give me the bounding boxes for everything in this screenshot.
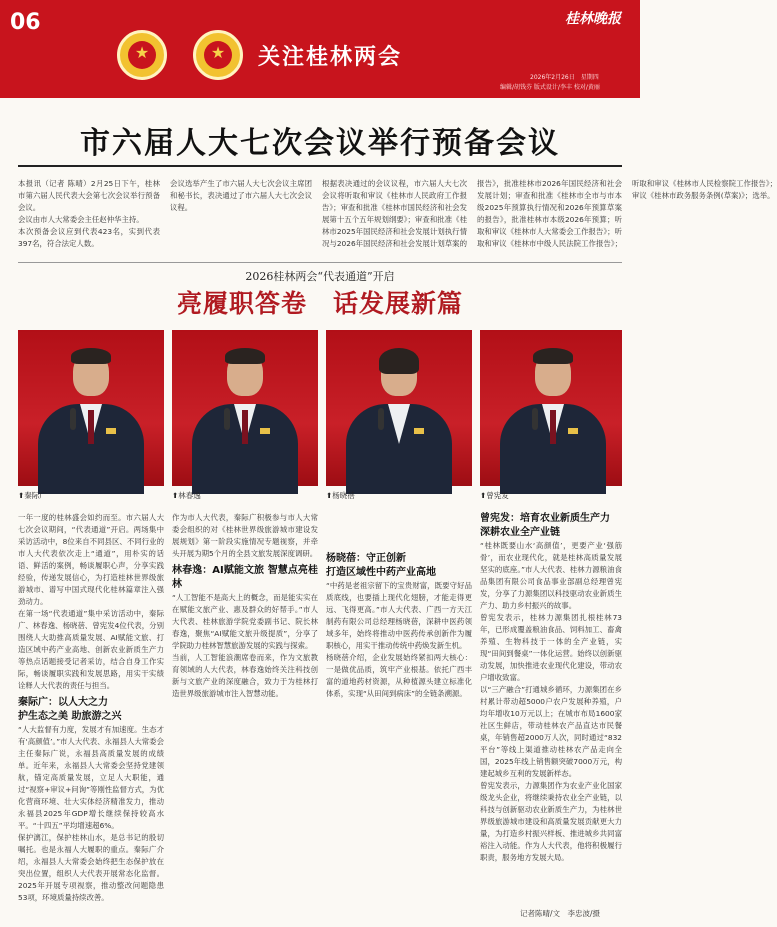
article-column-1	[18, 512, 164, 902]
subheading-yang: 杨晓蓓：守正创新 打造区域性中药产业高地	[326, 553, 436, 578]
photo-representative-1	[18, 330, 164, 486]
photo-caption: ⬆曾宪发	[480, 491, 509, 500]
main-headline: 市六届人大七次会议举行预备会议	[80, 126, 560, 161]
photo-representative-4	[480, 330, 622, 486]
article-paragraph: 杨晓蓓介绍，企业发展始终紧扣两大核心：一是做优品质，筑牢产业根基。依托广西丰富的道地药材资源，从种植源头建立标准化体系，实现“从田间到病床”的全链条溯源。	[326, 653, 472, 698]
article-column-3	[326, 512, 472, 902]
article-paragraph: “桂林既要山水‘高颜值’，更要产业‘强筋骨’，而农业现代化，就是桂林高质量发展坚实的底座。”市人大代表、桂林力源粮油食品集团有限公司食品事业部副总经理曾宪发，分享了力源集团以科技驱动农业新质生产力、助力乡村振兴的故事。	[480, 541, 622, 610]
article-paragraph: 在第一场“代表通道”集中采访活动中，秦际广、林春逸、杨晓蓓、曾宪发4位代表，分别围绕人大助推高质量发展、AI赋能文旅、打造区域中药产业高地、创新农业新质生产力等热点话题接受记者采访，结合自身工作实际，畅谈履职实践和发展思路，用实干实绩诠释人大代表的责任与担当。	[18, 609, 164, 690]
article-column-2	[172, 512, 318, 902]
issue-date: 2026年2月26日 星期四	[530, 74, 599, 81]
article-paragraph: 当前，人工智能浪潮席卷而来，作为文旅教育领域的人大代表，林春逸始终关注科技创新与文旅产业的深度融合，致力于为桂林打造世界级旅游城市注入智慧动能。	[172, 653, 318, 698]
article-paragraph: “人工智能不是高大上的概念，而是能实实在在赋能文旅产业、惠及群众的好帮手。”市人大代表、桂林旅游学院党委副书记、院长林春逸，聚焦“AI赋能文旅升级提质”，分享了学院助力桂林智慧旅游发展的实践与探索。	[172, 593, 318, 650]
newspaper-logo: 桂林晚报	[565, 11, 621, 27]
feature-kicker: 2026桂林两会“代表通道”开启	[245, 270, 395, 283]
article-paragraph: 曾宪发表示，桂林力源集团扎根桂林73年，已形成覆盖粮油食品、饲料加工、畜禽养殖、生物科技于一体的全产业链，实现“田间到餐桌”一体化运营。始终以创新驱动发展，加快推进农业现代化建设，带动农户增收致富。	[480, 613, 622, 682]
subheading-zeng: 曾宪发：培育农业新质生产力 深耕农业全产业链	[480, 513, 610, 538]
headline-divider	[18, 165, 622, 167]
cppcc-emblem-icon: ★	[193, 30, 243, 80]
photo-representative-2	[172, 330, 318, 486]
lead-paragraph: 本报讯（记者 陈晴）2月25日下午，桂林市第六届人民代表大会第七次会议举行预备会议。	[18, 179, 160, 212]
lead-column-2	[170, 178, 312, 258]
page-number: 06	[10, 10, 41, 35]
section-divider	[18, 262, 622, 263]
article-paragraph: “人大监督有力度，发展才有加速度。生态才有‘高颜值’。”市人大代表、永福县人大常委会主任秦际广说，永福县高质量发展的成绩单。近年来，永福县人大常委会坚持党建领航，锚定高质量发展，立足人大职能，通过“视察+审议+问询”等刚性监督方式，为优化营商环境、壮大实体经济精准发力，推动永福县2025年GDP增长继续保持较高水平。“十四五”平均增速超6%。	[18, 725, 164, 830]
editor-credits: 编辑/胡钱芬 版式设计/李丰 校对/黄丽	[500, 84, 600, 91]
photo-representative-3	[326, 330, 472, 486]
section-title: 关注桂林两会	[258, 44, 403, 70]
article-paragraph: “中药是老祖宗留下的宝贵财富，既要守好品质底线，也要插上现代化翅膀，才能走得更远、飞得更高。”市人大代表、广西一方天江制药有限公司总经理杨晓蓓，深耕中医药领域多年，始终将推动中医药传承创新作为履职核心，用实干推动传统中药焕发新生机。	[326, 581, 472, 650]
article-paragraph: 保护漓江，保护桂林山水，是总书记的殷切嘱托。也是永福人大履职的重点。秦际广介绍，永福县人大常委会始终把生态保护放在突出位置，组织人大代表开展常态化监督。2025年开展专项视察，推动整改问题隐患53项，环境质量持续改善。	[18, 833, 164, 902]
subheading-lin: 林春逸：AI赋能文旅 智慧点亮桂林	[172, 565, 318, 590]
article-paragraph: 作为市人大代表，秦际广积极参与市人大常委会组织的对《桂林世界级旅游城市建设发展规划》第一阶段实施情况专题视察，并牵头开展为期5个月的全县文旅发展深度调研。	[172, 513, 318, 558]
article-paragraph: 以“三产融合”打通城乡循环，力源集团在乡村累计带动超5000户农户发展种养殖，户均年增收10万元以上；在城市布局1600家社区生鲜店，带动桂林农产品直达市民餐桌，年销售超2000万人次，同时通过“832平台”等线上渠道推动桂林农产品走向全国，2025年线上销售额突破7000万元，构建起城乡互利的发展新样态。	[480, 685, 622, 778]
photo-caption: ⬆杨晓蓓	[326, 491, 355, 500]
lead-column-1	[18, 178, 160, 258]
lead-paragraph: 会议由市人大常委会主任赵仲华主持。	[18, 215, 144, 224]
photo-caption: ⬆林春逸	[172, 491, 201, 500]
photo-caption: ⬆秦际广	[18, 491, 47, 500]
subheading-qin: 秦际广：以人大之力 护生态之美 助旅游之兴	[18, 697, 122, 722]
article-column-4	[480, 512, 622, 902]
lead-paragraph: 根据表决通过的会议议程，市六届人大七次会议将听取和审议《桂林市人民政府工作报告》；审查和批准《桂林市国民经济和社会发展第十五个五年规划纲要》；审查和批准《桂林市2025年国民经济和社会发展计划执行情况与2026年国民经济和社会发展计划草案的报告》，批准桂林市2026年国民经济和社会发展计划；审查和批准《桂林市全市与市本级2025年预算执行情况和2026年预算草案的报告》，批准桂林市本级2026年预算；听取和审议《桂林市人大常委会工作报告》；听取和审议《桂林市中级人民法院工作报告》；听取和审议《桂林市人民检察院工作报告》；审议《桂林市政务服务条例(草案)》；选举。	[322, 179, 777, 248]
article-paragraph: 一年一度的桂林盛会如约而至。市六届人大七次会议期间，“代表通道”开启。两场集中采访活动中，8位来自不同县区、不同行业的市人大代表依次走上“通道”，用朴实的话语、鲜活的案例，畅谈履职心声，分享实践经验，传递发展信心，为打造桂林世界级旅游城市、谱写中国式现代化桂林篇章注入强劲动力。	[18, 513, 164, 606]
lead-paragraph: 会议选举产生了市六届人大七次会议主席团和秘书长，表决通过了市六届人大七次会议议程。	[170, 179, 312, 212]
feature-headline: 亮履职答卷 话发展新篇	[176, 289, 463, 318]
lead-column-3-4	[322, 178, 777, 258]
national-emblem-icon: ★	[117, 30, 167, 80]
article-paragraph: 曾宪发表示，力源集团作为农业产业化国家级龙头企业，将继续秉持农业全产业链，以科技与创新驱动农业新质生产力，为桂林世界级旅游城市建设和高质量发展贡献更大力量，为打造乡村振兴样板、推进城乡共同富裕注入动能。作为人大代表，他将积极履行职责，服务地方发展大局。	[480, 781, 622, 862]
lead-paragraph: 本次预备会议应到代表423名，实到代表397名，符合法定人数。	[18, 227, 160, 248]
byline-credit: 记者陈晴/文 李忠波/摄	[520, 909, 601, 918]
